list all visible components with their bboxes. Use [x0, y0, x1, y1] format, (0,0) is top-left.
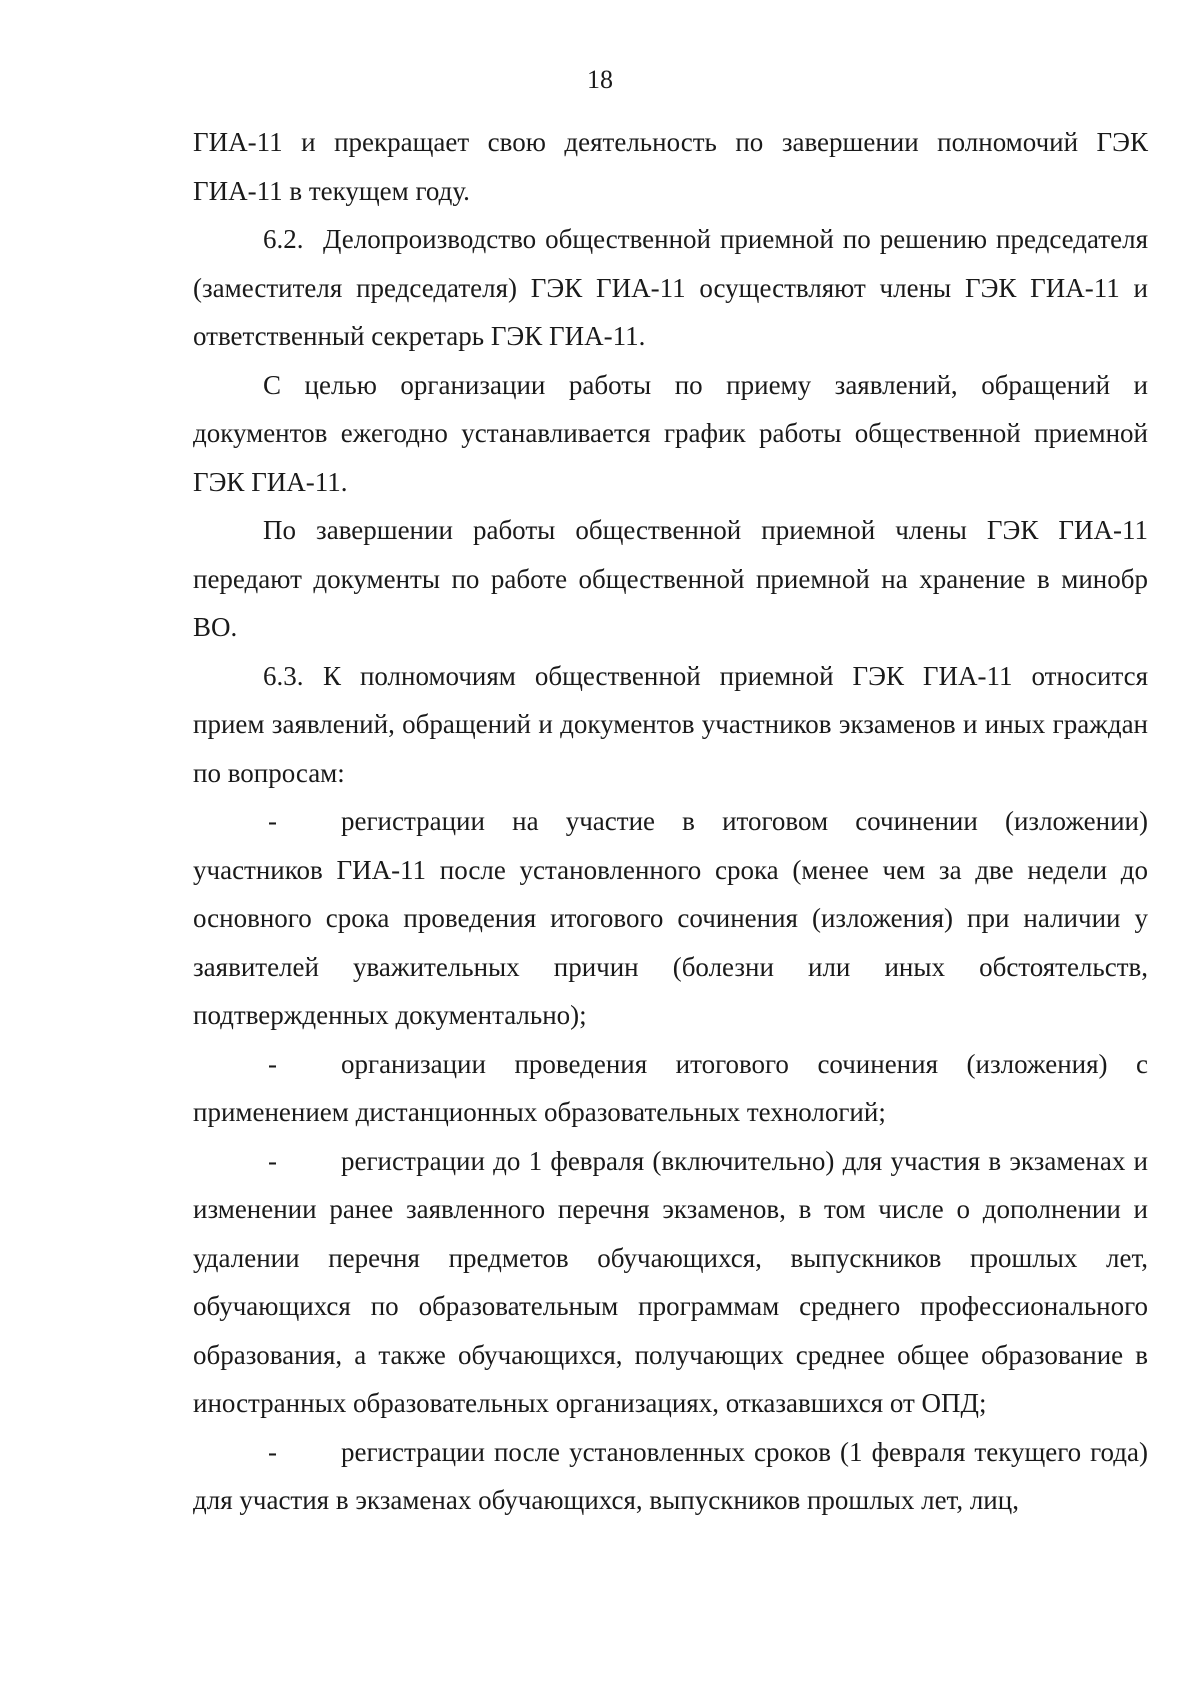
paragraph-completion [193, 506, 1148, 652]
list-item-text: регистрации на участие в итоговом сочинении (изложении) участников ГИА-11 после установленного срока (менее чем за две недели до основного срока проведения итогового сочинения (изложения) при наличии у заявителей уважительных причин (болезни или иных обстоятельств, подтвержденных документально); [193, 806, 1148, 1030]
list-dash: - [268, 1436, 277, 1467]
paragraph-text: К полномочиям общественной приемной ГЭК ГИА-11 относится прием заявлений, обращений и документов участников экзаменов и иных граждан по вопросам: [193, 660, 1148, 788]
paragraph-text: ГИА-11 и прекращает свою деятельность по завершении полномочий ГЭК ГИА-11 в текущем году. [193, 127, 1148, 206]
paragraph-schedule [193, 361, 1148, 507]
list-item-text: организации проведения итогового сочинения (изложения) с применением дистанционных образовательных технологий; [193, 1048, 1148, 1127]
list-dash: - [268, 1048, 277, 1079]
list-item [193, 1040, 1148, 1137]
paragraph-text: С целью организации работы по приему заявлений, обращений и документов ежегодно устанавливается график работы общественной приемной ГЭК ГИА-11. [193, 369, 1148, 497]
list-item [193, 1428, 1148, 1525]
list-item-text: регистрации до 1 февраля (включительно) для участия в экзаменах и изменении ранее заявленного перечня экзаменов, в том числе о дополнении и удалении перечня предметов обучающихся, выпускников прошлых лет, обучающихся по образовательным программам среднего профессионального образования, а также обучающихся, получающих среднее общее образование в иностранных образовательных организациях, отказавшихся от ОПД; [193, 1145, 1148, 1418]
paragraph-6-3 [193, 652, 1148, 798]
paragraph-text: Делопроизводство общественной приемной по решению председателя (заместителя председателя) ГЭК ГИА-11 осуществляют члены ГЭК ГИА-11 и ответственный секретарь ГЭК ГИА-11. [193, 224, 1148, 351]
paragraph-text: По завершении работы общественной приемной члены ГЭК ГИА-11 передают документы по работе общественной приемной на хранение в минобр ВО. [193, 515, 1148, 642]
document-body [193, 118, 1148, 1525]
paragraph-continuation [193, 118, 1148, 215]
list-item [193, 1137, 1148, 1428]
page-number: 18 [587, 65, 613, 94]
paragraph-6-2 [193, 215, 1148, 361]
list-dash: - [268, 1145, 277, 1176]
list-item-text: регистрации после установленных сроков (1 февраля текущего года) для участия в экзаменах обучающихся, выпускников прошлых лет, лиц, [193, 1436, 1148, 1515]
list-item [193, 797, 1148, 1040]
list-dash: - [268, 806, 277, 836]
section-number: 6.2. [263, 224, 304, 254]
section-number: 6.3. [263, 660, 304, 691]
